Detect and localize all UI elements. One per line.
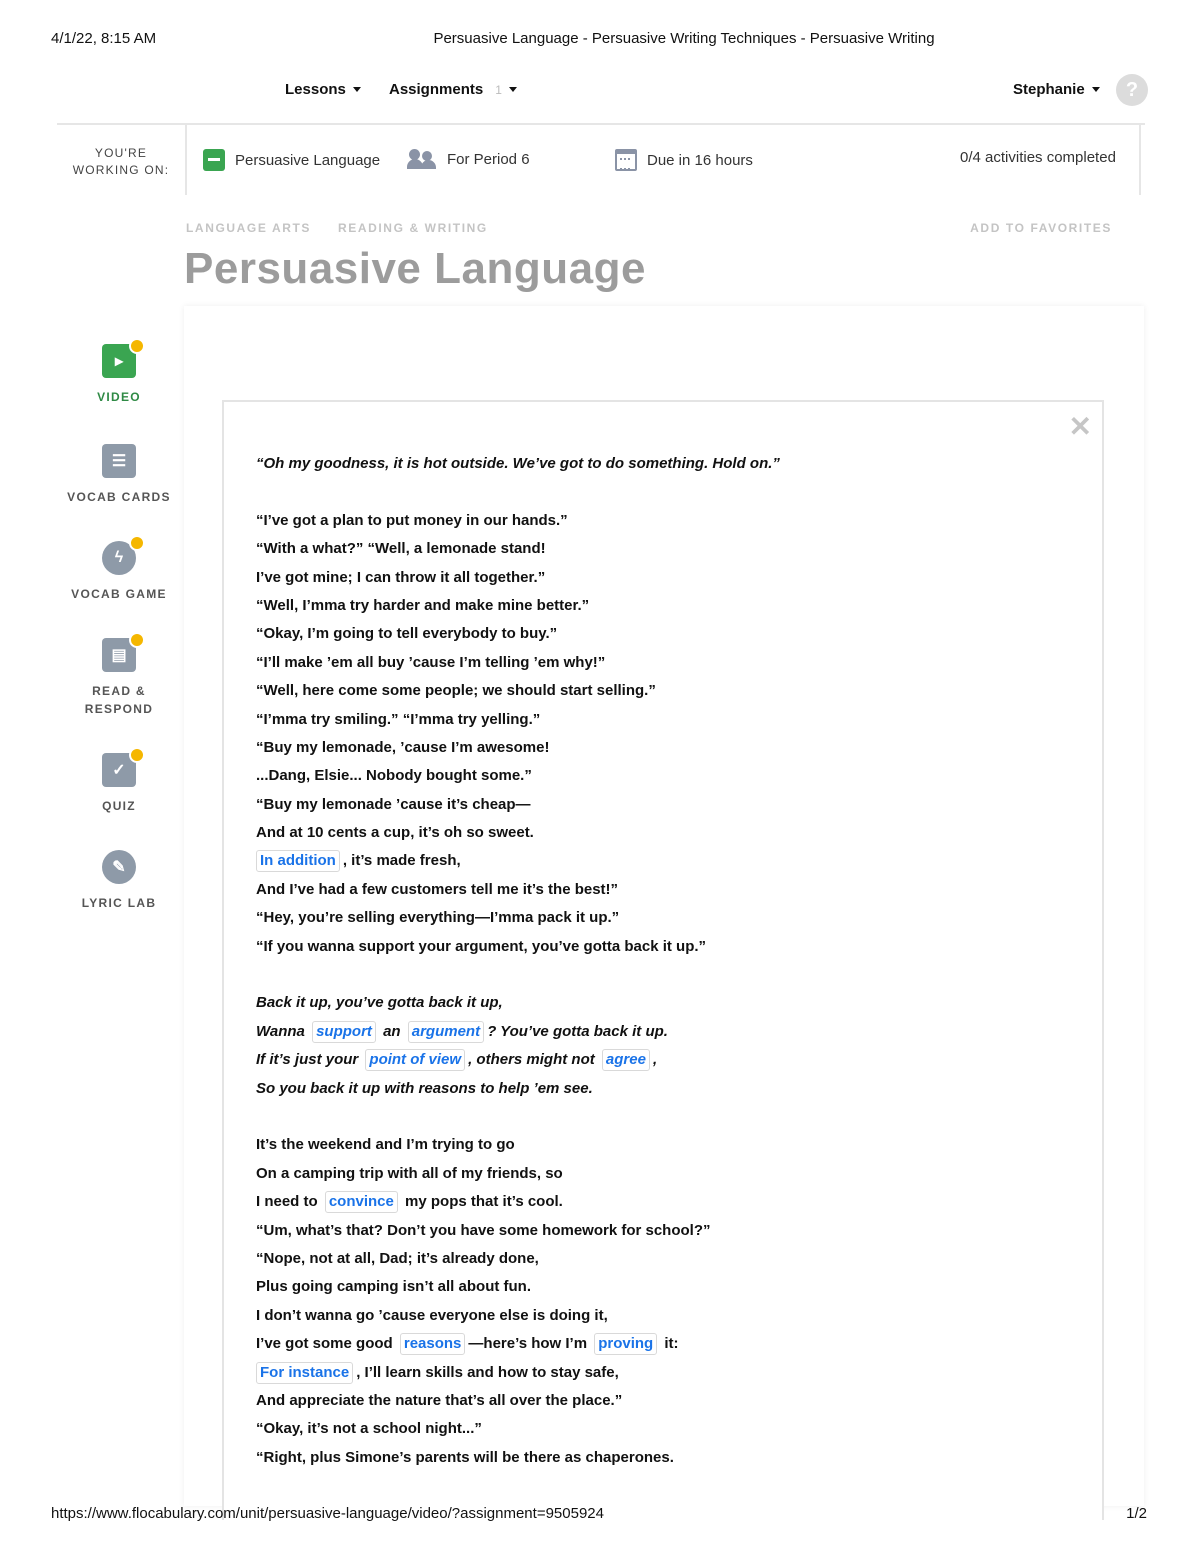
lyric-line	[256, 989, 1076, 1017]
add-to-favorites-button[interactable]: ADD TO FAVORITES	[970, 221, 1112, 235]
lyric-line	[256, 1188, 1076, 1216]
lyric-line	[256, 1018, 1076, 1046]
assignments-count: 1	[495, 82, 502, 97]
video-icon: ▸	[102, 344, 136, 378]
lyric-text: Wanna	[256, 1022, 310, 1040]
calendar-icon	[615, 149, 637, 171]
lyric-text: “Oh my goodness, it is hot outside. We’ve got to do something. Hold on.”	[256, 455, 780, 472]
lyric-spacer	[256, 1103, 1076, 1131]
print-url: https://www.flocabulary.com/unit/persuasive-language/video/?assignment=9505924	[51, 1505, 604, 1522]
working-on-label	[57, 145, 185, 179]
progress-info	[960, 149, 1116, 166]
lyric-text: “Okay, it’s not a school night...”	[256, 1420, 482, 1438]
due-label: Due in 16 hours	[647, 151, 753, 169]
vocab-word[interactable]: support	[312, 1021, 376, 1043]
lyric-line	[256, 1302, 1076, 1330]
lyric-line	[256, 450, 1076, 478]
lyric-text: I don’t wanna go ’cause everyone else is doing it,	[256, 1306, 608, 1324]
lyric-text: “With a what?” “Well, a lemonade stand!	[256, 540, 546, 558]
lyric-text: “Buy my lemonade, ’cause I’m awesome!	[256, 738, 550, 756]
vocab-word[interactable]: For instance	[256, 1362, 353, 1384]
lessons-label: Lessons	[285, 81, 346, 98]
lyric-lab-icon: ✎	[102, 850, 136, 884]
print-datetime: 4/1/22, 8:15 AM	[51, 30, 157, 47]
print-header	[0, 30, 1200, 50]
notification-dot	[129, 338, 145, 354]
lyric-text: “Nope, not at all, Dad; it’s already done,	[256, 1249, 539, 1267]
close-icon[interactable]: ✕	[1068, 411, 1092, 442]
lyric-text: “I’mma try smiling.” “I’mma try yelling.”	[256, 710, 541, 728]
lyric-line	[256, 1330, 1076, 1358]
vocab-word[interactable]: argument	[408, 1021, 484, 1043]
lyric-line	[256, 535, 1076, 563]
lyric-line	[256, 592, 1076, 620]
notification-dot	[129, 632, 145, 648]
lyric-line	[256, 791, 1076, 819]
user-name: Stephanie	[1013, 81, 1085, 98]
lesson-icon	[203, 149, 225, 171]
working-on-bar	[57, 123, 1145, 193]
page-title: Persuasive Language	[184, 244, 646, 293]
vocab-word[interactable]: proving	[594, 1333, 657, 1355]
user-menu[interactable]	[1013, 81, 1100, 98]
lyric-line	[256, 649, 1076, 677]
lyric-text: And I’ve had a few customers tell me it’s the best!”	[256, 880, 619, 898]
help-icon: ?	[1125, 78, 1139, 101]
lyric-text: , others might not	[468, 1051, 599, 1069]
lyric-line	[256, 933, 1076, 961]
lyric-line	[256, 1444, 1076, 1472]
lyric-text: an	[378, 1022, 405, 1040]
sidebar-label: VOCAB CARDS	[67, 490, 171, 504]
divider	[185, 125, 187, 195]
sidebar-label: QUIZ	[102, 799, 136, 813]
sidebar-item-vocab-game[interactable]	[60, 541, 178, 603]
lyric-text: So you back it up with reasons to help ’em see.	[256, 1079, 593, 1097]
vocab-cards-icon: ☰	[102, 444, 136, 478]
lyric-line	[256, 620, 1076, 648]
lyric-line	[256, 762, 1076, 790]
vocab-game-icon: ϟ	[102, 541, 136, 575]
breadcrumb-tags	[186, 221, 510, 235]
lyric-line	[256, 564, 1076, 592]
lyric-spacer	[256, 961, 1076, 989]
lyric-line	[256, 1046, 1076, 1074]
page-number: 1/2	[1126, 1505, 1147, 1522]
lyric-text: On a camping trip with all of my friends, so	[256, 1164, 563, 1182]
lyric-line	[256, 706, 1076, 734]
notification-dot	[129, 535, 145, 551]
lyric-text: “Okay, I’m going to tell everybody to buy.”	[256, 625, 558, 643]
lyric-text: “If you wanna support your argument, you’ve gotta back it up.”	[256, 937, 707, 955]
print-title: Persuasive Language - Persuasive Writing Techniques - Persuasive Writing	[433, 30, 935, 47]
lyric-text: Back it up, you’ve gotta back it up,	[256, 994, 503, 1012]
notification-dot	[129, 747, 145, 763]
lyric-line	[256, 1217, 1076, 1245]
working-on-line1: YOU'RE	[94, 146, 148, 160]
lyric-line	[256, 1245, 1076, 1273]
assignments-menu[interactable]	[389, 81, 517, 98]
lyric-text: my pops that it’s cool.	[400, 1193, 563, 1211]
lyric-line	[256, 1359, 1076, 1387]
lyric-text: “Um, what’s that? Don’t you have some homework for school?”	[256, 1221, 711, 1239]
lyric-text: ? You’ve gotta back it up.	[487, 1022, 668, 1040]
tag-language-arts[interactable]: LANGUAGE ARTS	[186, 221, 312, 235]
lyric-line	[256, 1160, 1076, 1188]
vocab-word[interactable]: In addition	[256, 850, 340, 872]
lyric-text: And at 10 cents a cup, it’s oh so sweet.	[256, 824, 534, 842]
divider	[1139, 125, 1141, 195]
lyric-line	[256, 1273, 1076, 1301]
lyric-text: it:	[660, 1335, 679, 1353]
current-lesson-label: Persuasive Language	[235, 151, 381, 169]
lyric-text: And appreciate the nature that’s all over the place.”	[256, 1391, 623, 1409]
top-nav	[0, 72, 1200, 108]
vocab-word[interactable]: point of view	[365, 1049, 465, 1071]
progress-label: 0/4 activities completed	[960, 149, 1116, 166]
lyric-line	[256, 507, 1076, 535]
vocab-word[interactable]: convince	[325, 1191, 398, 1213]
sidebar-label: VIDEO	[97, 390, 141, 404]
lyric-text: ,	[652, 1051, 658, 1069]
lyric-line	[256, 1075, 1076, 1103]
vocab-word[interactable]: reasons	[400, 1333, 466, 1355]
period-info	[407, 149, 530, 169]
lyric-line	[256, 1387, 1076, 1415]
working-on-line2: WORKING ON:	[72, 163, 170, 177]
lyric-text: “Well, I’mma try harder and make mine better.”	[256, 596, 590, 614]
lyric-text: , I’ll learn skills and how to stay safe,	[356, 1363, 619, 1381]
lyric-line	[256, 1131, 1076, 1159]
lyric-text: ...Dang, Elsie... Nobody bought some.”	[256, 767, 532, 785]
sidebar-label: LYRIC LAB	[81, 896, 157, 910]
lyric-line	[256, 677, 1076, 705]
help-button[interactable]	[1116, 74, 1148, 106]
lyric-line	[256, 1415, 1076, 1443]
chevron-down-icon	[1092, 87, 1100, 92]
sidebar-label-line1: READ &	[92, 684, 146, 698]
lyric-text: “Hey, you’re selling everything—I’mma pack it up.”	[256, 909, 620, 927]
lyric-line	[256, 734, 1076, 762]
lyric-text: I’ve got mine; I can throw it all together.”	[256, 568, 546, 586]
lessons-menu[interactable]	[285, 81, 361, 98]
chevron-down-icon	[353, 87, 361, 92]
lyric-text: If it’s just your	[256, 1051, 363, 1069]
sidebar-item-vocab-cards[interactable]	[60, 444, 178, 506]
sidebar-label-line2: RESPOND	[84, 702, 154, 716]
sidebar-item-read-respond[interactable]	[60, 638, 178, 718]
lyric-text: It’s the weekend and I’m trying to go	[256, 1136, 515, 1154]
lyric-text: “Buy my lemonade ’cause it’s cheap—	[256, 795, 531, 813]
lyric-text: “I’ve got a plan to put money in our hands.”	[256, 511, 568, 529]
lyric-text: “Right, plus Simone’s parents will be there as chaperones.	[256, 1448, 674, 1466]
lyric-text: “Well, here come some people; we should start selling.”	[256, 682, 656, 700]
current-lesson[interactable]	[203, 149, 380, 171]
sidebar-item-lyric-lab[interactable]	[60, 850, 178, 912]
lyric-text: I need to	[256, 1193, 322, 1211]
assignments-label: Assignments	[389, 81, 484, 98]
lyric-text: —here’s how I’m	[468, 1335, 592, 1353]
lyric-line	[256, 876, 1076, 904]
lyric-line	[256, 819, 1076, 847]
read-respond-icon: ▤	[102, 638, 136, 672]
tag-reading-writing[interactable]: READING & WRITING	[337, 221, 488, 235]
lyric-spacer	[256, 478, 1076, 506]
lyric-text: , it’s made fresh,	[342, 852, 461, 870]
lyric-text: “I’ll make ’em all buy ’cause I’m telling ’em why!”	[256, 653, 606, 671]
lyric-text: I’ve got some good	[256, 1335, 397, 1353]
sidebar-label: VOCAB GAME	[71, 587, 167, 601]
due-info	[615, 149, 753, 171]
sidebar-item-video[interactable]	[60, 344, 178, 406]
vocab-word[interactable]: agree	[602, 1049, 650, 1071]
people-icon	[407, 149, 437, 169]
lyric-line	[256, 904, 1076, 932]
lyrics-text	[256, 450, 1076, 1472]
lyric-text: Plus going camping isn’t all about fun.	[256, 1278, 532, 1296]
sidebar-item-quiz[interactable]	[60, 753, 178, 815]
quiz-icon: ✓	[102, 753, 136, 787]
sidebar-label	[60, 682, 178, 718]
chevron-down-icon	[509, 87, 517, 92]
lyric-line	[256, 847, 1076, 875]
lyrics-panel	[222, 400, 1104, 1520]
period-label: For Period 6	[447, 150, 530, 168]
